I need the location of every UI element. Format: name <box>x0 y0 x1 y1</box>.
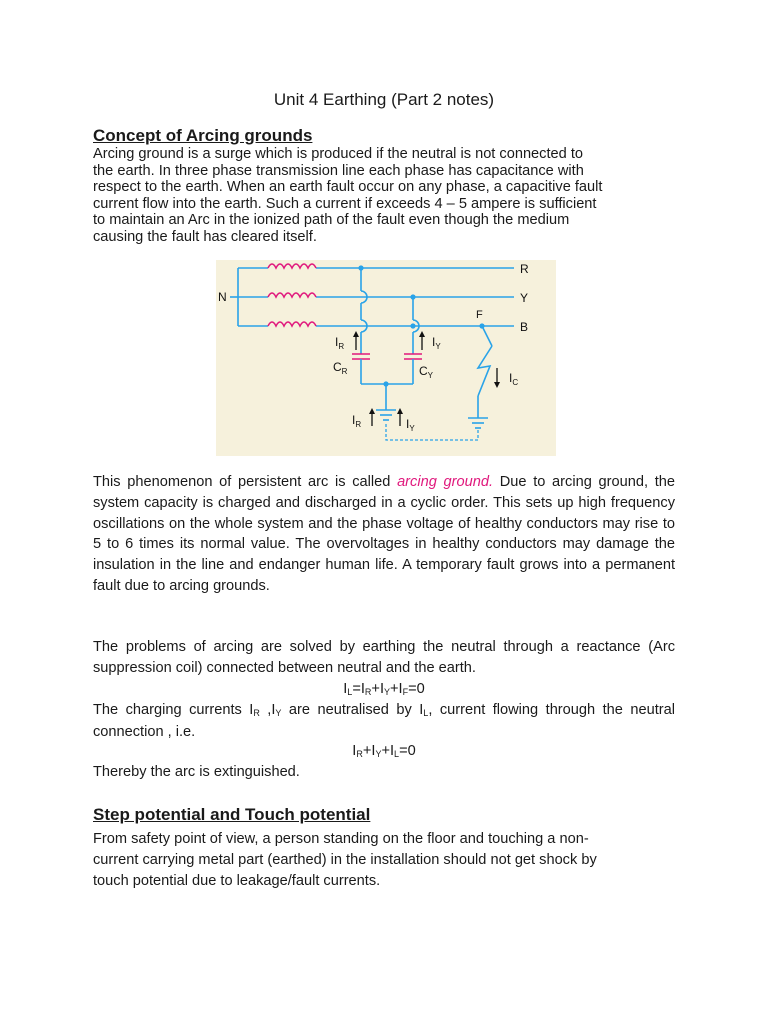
equation-currents-sum: $I_L=I_R+I_Y+I_F=0$ <box>343 681 425 697</box>
label-y: Y <box>520 291 529 305</box>
arrow-up-icon <box>369 408 375 414</box>
label-cr: $C_R$ <box>333 360 348 376</box>
intro-paragraph <box>93 146 683 245</box>
arrow-up-icon <box>419 331 425 337</box>
arrow-down-icon <box>494 382 500 388</box>
label-b: B <box>520 320 529 334</box>
label-ir-bottom: $I_R$ <box>352 413 362 429</box>
arcing-ground-circuit-diagram <box>216 260 556 456</box>
arrow-up-icon <box>353 331 359 337</box>
earth-return-path <box>386 424 478 440</box>
arcing-ground-paragraph: This phenomenon of persistent arc is called arcing ground. Due to arcing ground, the system capacity is charged and discharged in a cyclic order. This sets up high frequency oscillations on the whole system and the phase voltage of healthy conductors may rise to 5 to 6 times its normal value. The overvoltages in healthy conductors may damage the insulation in the line and endanger human life. A temporary fault grows into a permanent fault due to arcing grounds. <box>93 474 675 594</box>
section-heading-arcing-grounds: Concept of Arcing grounds <box>93 126 313 145</box>
fault-arc-icon <box>478 346 492 396</box>
coil-b-icon <box>268 322 316 326</box>
label-r: R <box>520 262 529 276</box>
conclusion-paragraph: Thereby the arc is extinguished. <box>93 764 300 780</box>
arcing-ground-term: arcing ground. <box>397 474 494 490</box>
paragraph-line: touch potential due to leakage/fault currents. <box>93 873 381 889</box>
intro-line: causing the fault has cleared itself. <box>93 228 317 245</box>
circuit-svg <box>216 260 556 456</box>
arrow-up-icon <box>397 408 403 414</box>
label-cy: $C_Y$ <box>419 364 434 380</box>
intro-line: current flow into the earth. Such a current if exceeds 4 – 5 ampere is sufficient <box>93 195 597 212</box>
step-touch-paragraph <box>93 829 683 892</box>
suppression-coil-paragraph: The problems of arcing are solved by earthing the neutral through a reactance (Arc suppression coil) connected between neutral and the earth. <box>93 639 675 676</box>
intro-line: to maintain an Arc in the ionized path of the fault even though the medium <box>93 212 570 228</box>
coil-r-icon <box>268 264 316 268</box>
label-ic: $I_C$ <box>509 371 519 387</box>
coil-y-icon <box>268 293 316 297</box>
intro-line: respect to the earth. When an earth fault occur on any phase, a capacitive fault <box>93 179 603 195</box>
intro-line: the earth. In three phase transmission line each phase has capacitance with <box>93 162 584 179</box>
label-ir-top: $I_R$ <box>335 335 345 351</box>
section-heading-step-touch-potential: Step potential and Touch potential <box>93 805 371 824</box>
charging-currents-paragraph: The charging currents $I_R$ $,I_Y$ are neutralised by $I_L$, current flowing through the neutral connection , i.e. <box>93 702 675 740</box>
label-iy-bottom: $I_Y$ <box>406 417 415 433</box>
paragraph-line: current carrying metal part (earthed) in the installation should not get shock by <box>93 852 597 868</box>
equation-neutralised: $I_R+I_Y+I_L=0$ <box>352 743 416 759</box>
label-iy-top: $I_Y$ <box>432 335 441 351</box>
paragraph-line: From safety point of view, a person standing on the floor and touching a non- <box>93 831 589 847</box>
label-f: F <box>476 309 483 321</box>
intro-line: Arcing ground is a surge which is produced if the neutral is not connected to <box>93 146 583 162</box>
page-title: Unit 4 Earthing (Part 2 notes) <box>273 90 495 109</box>
label-n: N <box>218 290 227 304</box>
